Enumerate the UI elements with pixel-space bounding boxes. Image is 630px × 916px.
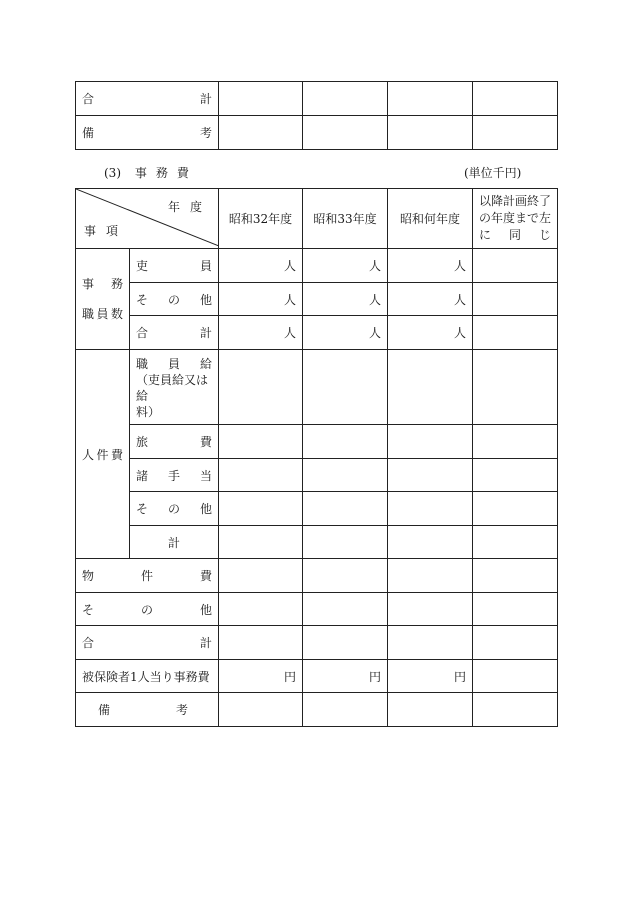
unit-cell: 人 bbox=[388, 316, 473, 350]
year-header: 昭和何年度 bbox=[388, 189, 473, 249]
table-row bbox=[76, 459, 558, 492]
row-label: 合計 bbox=[130, 316, 219, 350]
office-expense-table bbox=[75, 188, 558, 727]
year-header: 昭和33年度 bbox=[303, 189, 388, 249]
row-label: 吏員 bbox=[130, 249, 219, 283]
row-label bbox=[130, 350, 219, 425]
later-years-header: 以降計画終了の年度まで左に同じ bbox=[473, 189, 558, 249]
row-label: 計 bbox=[130, 526, 219, 559]
row-label: 備考 bbox=[76, 693, 219, 727]
header-row bbox=[76, 189, 558, 249]
unit-cell: 円 bbox=[219, 660, 303, 693]
table-row bbox=[76, 693, 558, 727]
table-row bbox=[76, 283, 558, 316]
row-label-line: 料） bbox=[136, 405, 161, 419]
table-row bbox=[76, 593, 558, 626]
table-row bbox=[76, 116, 558, 150]
unit-cell: 人 bbox=[303, 316, 388, 350]
unit-cell: 人 bbox=[303, 249, 388, 283]
section-title: 事務費 bbox=[134, 166, 198, 180]
unit-cell: 円 bbox=[388, 660, 473, 693]
row-label-line: 職 員 給 bbox=[136, 357, 212, 371]
unit-cell: 人 bbox=[303, 283, 388, 316]
table-row bbox=[76, 82, 558, 116]
unit-cell: 人 bbox=[388, 283, 473, 316]
row-label: 被保険者1人当り事務費 bbox=[76, 660, 219, 693]
section-number: (3) bbox=[104, 166, 121, 180]
staff-group-line: 職員数 bbox=[82, 307, 123, 321]
row-label: 旅費 bbox=[130, 425, 219, 459]
table-row bbox=[76, 626, 558, 660]
table-row bbox=[76, 249, 558, 283]
corner-header bbox=[76, 189, 219, 249]
previous-table bbox=[75, 81, 558, 150]
row-label-line: （吏員給又は給 bbox=[136, 373, 209, 403]
staff-group-label bbox=[76, 249, 130, 350]
row-label: その他 bbox=[130, 492, 219, 526]
unit-cell: 人 bbox=[388, 249, 473, 283]
section-heading bbox=[104, 164, 198, 181]
table-row bbox=[76, 316, 558, 350]
unit-cell: 人 bbox=[219, 283, 303, 316]
total-label: 合 計 bbox=[76, 82, 219, 116]
table-row bbox=[76, 559, 558, 593]
row-label: その他 bbox=[130, 283, 219, 316]
personnel-group-label: 人件費 bbox=[76, 350, 130, 559]
table-row bbox=[76, 526, 558, 559]
unit-label: (単位千円) bbox=[464, 166, 522, 180]
remarks-label: 備 考 bbox=[76, 116, 219, 150]
table-row bbox=[76, 492, 558, 526]
row-label: 諸手当 bbox=[130, 459, 219, 492]
corner-item-label: 事項 bbox=[84, 224, 129, 238]
row-label: その他 bbox=[76, 593, 219, 626]
row-label: 物件費 bbox=[76, 559, 219, 593]
table-row bbox=[76, 660, 558, 693]
staff-group-line: 事 務 bbox=[82, 277, 123, 291]
row-label: 合計 bbox=[76, 626, 219, 660]
year-header: 昭和32年度 bbox=[219, 189, 303, 249]
unit-cell: 人 bbox=[219, 249, 303, 283]
unit-cell: 円 bbox=[303, 660, 388, 693]
unit-cell: 人 bbox=[219, 316, 303, 350]
corner-year-label: 年度 bbox=[167, 200, 212, 214]
table-row bbox=[76, 425, 558, 459]
table-row bbox=[76, 350, 558, 425]
